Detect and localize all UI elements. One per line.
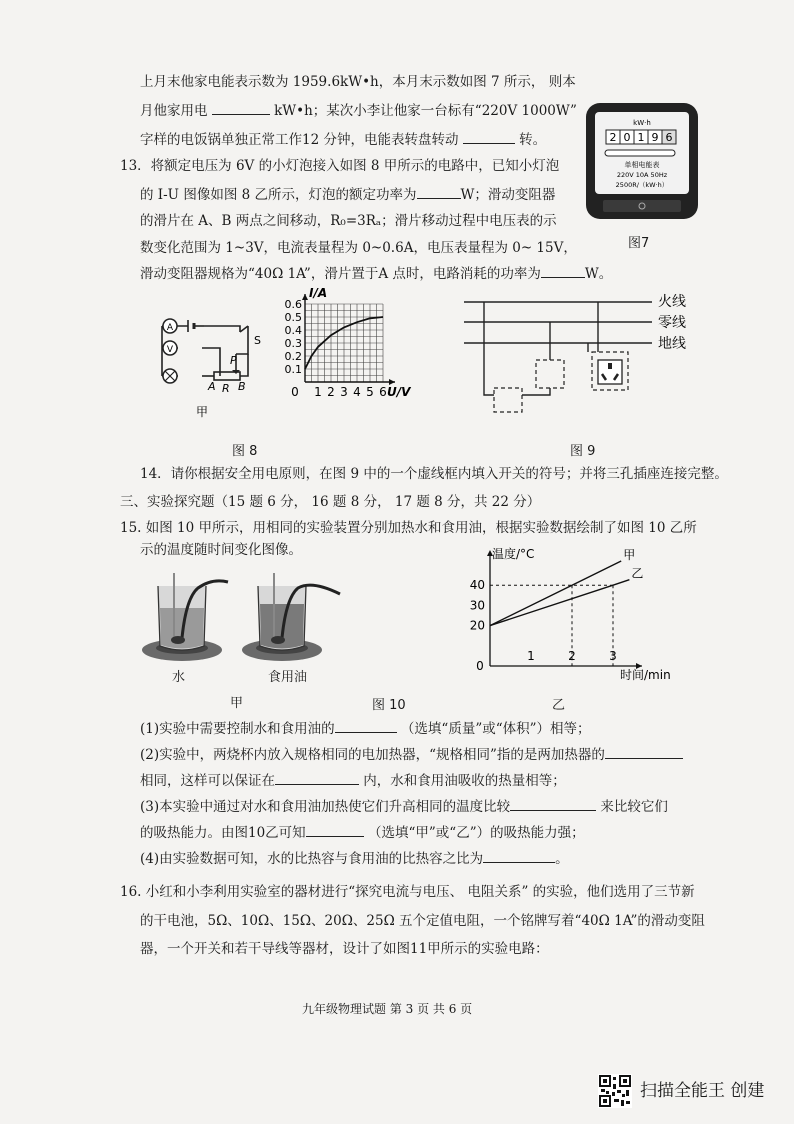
y-tick-label: 0.4 xyxy=(284,324,302,337)
series-label: 乙 xyxy=(631,566,644,581)
x-tick-label: 5 xyxy=(366,385,374,399)
q12-line2a: 月他家用电 xyxy=(140,103,208,119)
answer-blank[interactable] xyxy=(212,102,270,115)
q15-line1: 15. 如图 10 甲所示，用相同的实验装置分别加热水和食用油，根据实验数据绘制了如图 10 乙所 xyxy=(120,520,697,536)
q13-line5a: 滑动变阻器规格为“40Ω 1A”，滑片置于A 点时，电路消耗的功率为 xyxy=(140,266,541,282)
q12-line1: 上月末他家电能表示数为 1959.6kW•h，本月末示数如图 7 所示， 则本 xyxy=(140,74,576,90)
point-a-label: A xyxy=(208,380,216,393)
switch-box-dashed[interactable] xyxy=(494,388,522,412)
water-beaker xyxy=(142,573,228,661)
oil-label: 食用油 xyxy=(268,670,308,685)
x-tick-label: 0 xyxy=(476,659,484,673)
answer-blank[interactable] xyxy=(417,186,461,199)
oil-beaker xyxy=(242,573,340,661)
q15-s2b: 相同，这样可以保证在 xyxy=(140,773,275,789)
q15-s3c: 的吸热能力。由图10乙可知 xyxy=(140,825,306,841)
q15-s1b: （选填“质量”或“体积”）相等； xyxy=(400,721,591,737)
q15-s3-cont xyxy=(140,824,585,842)
electric-meter-figure xyxy=(583,100,701,222)
meter-digit: 6 xyxy=(665,131,673,144)
series-line-2 xyxy=(490,580,629,626)
x-tick-label: 4 xyxy=(353,385,361,399)
fig10-caption: 图 10 xyxy=(372,698,406,713)
fig10-jia-label: 甲 xyxy=(230,696,244,711)
y-tick-label: 0.1 xyxy=(284,363,302,376)
q15-s2 xyxy=(140,746,683,764)
meter-digits xyxy=(606,130,676,144)
q12-line2b: kW•h；某次小李让他家一台标有“220V 1000W” xyxy=(274,103,577,119)
fig9-caption: 图 9 xyxy=(570,444,596,459)
q13-line2 xyxy=(140,186,555,204)
scanner-watermark: 扫描全能王 创建 xyxy=(640,1081,765,1101)
meter-rev: 2500R/（kW·h） xyxy=(615,181,669,189)
answer-blank[interactable] xyxy=(605,746,683,759)
ammeter-label: A xyxy=(166,323,174,333)
q13-line4: 数变化范围为 1~3V，电流表量程为 0~0.6A，电压表量程为 0~ 15V， xyxy=(140,240,577,256)
q15-s3d: （选填“甲”或“乙”）的吸热能力强； xyxy=(367,825,585,841)
meter-digit: 0 xyxy=(623,131,631,144)
q13-line5 xyxy=(140,265,612,283)
meter-terminal xyxy=(603,200,681,212)
x-tick-label: 1 xyxy=(314,385,322,399)
q12-line3 xyxy=(140,131,546,149)
meter-spec: 220V 10A 50Hz xyxy=(616,171,668,179)
q15-s3a: (3)本实验中通过对水和食用油加热使它们升高相同的温度比较 xyxy=(140,799,511,815)
q15-s2-cont xyxy=(140,772,566,790)
fig7-caption: 图7 xyxy=(628,236,650,251)
point-b-label: B xyxy=(238,380,246,393)
socket-hole-icon xyxy=(608,363,612,369)
q14: 14．请你根据安全用电原则，在图 9 中的一个虚线框内填入开关的符号；并将三孔插座连接完整。 xyxy=(140,466,728,482)
y-axis-label: 温度/°C xyxy=(492,547,535,561)
q13-line3: 的滑片在 A、B 两点之间移动，R₀=3Rₐ；滑片移动过程中电压表的示 xyxy=(140,213,557,229)
slider-label: P xyxy=(230,354,237,367)
q12-line2 xyxy=(140,102,577,120)
fire-wire-label: 火线 xyxy=(658,294,686,310)
q16-line2: 的干电池，5Ω、10Ω、15Ω、20Ω、25Ω 五个定值电阻，一个铭牌写着“40Ω 1A”的滑动变阻 xyxy=(140,913,705,929)
q16-line1: 16. 小红和小李利用实验室的器材进行“探究电流与电压、 电阻关系” 的实验，他们选用了三节新 xyxy=(120,884,695,900)
ground-wire-label: 地线 xyxy=(658,336,686,352)
q13-line2a: 的 I-U 图像如图 8 乙所示，灯泡的额定功率为 xyxy=(140,187,417,203)
q15-s3 xyxy=(140,798,668,816)
meter-digit: 2 xyxy=(609,131,617,144)
answer-blank[interactable] xyxy=(275,772,359,785)
y-axis-arrow-icon xyxy=(302,294,308,300)
answer-blank[interactable] xyxy=(306,824,364,837)
q16-line3: 器，一个开关和若干导线等器材，设计了如图11甲所示的实验电路： xyxy=(140,941,549,957)
fig10-beakers xyxy=(140,568,350,668)
q15-s3b: 来比较它们 xyxy=(600,799,668,815)
q15-s1a: (1)实验中需要控制水和食用油的 xyxy=(140,721,335,737)
answer-blank[interactable] xyxy=(335,720,397,733)
y-tick-label: 30 xyxy=(469,598,485,613)
x-tick-label: 3 xyxy=(609,649,617,663)
x-tick-label: 0 xyxy=(291,385,299,399)
x-tick-label: 6 xyxy=(379,385,387,399)
meter-unit: kW·h xyxy=(633,119,651,127)
series-line-1 xyxy=(490,561,621,626)
q15-s4b: 。 xyxy=(555,851,569,867)
meter-name: 单相电能表 xyxy=(624,161,660,169)
answer-blank[interactable] xyxy=(510,798,596,811)
q15-s1 xyxy=(140,720,591,738)
q13-line5b: W。 xyxy=(584,266,613,282)
q12-line3a: 字样的电饭锅单独正常工作12 分钟，电能表转盘转动 xyxy=(140,132,459,148)
page-footer: 九年级物理试题 第 3 页 共 6 页 xyxy=(302,1002,473,1016)
water-label: 水 xyxy=(172,670,186,685)
y-tick-label: 40 xyxy=(469,578,485,593)
q15-s2a: (2)实验中，两烧杯内放入规格相同的电加热器，“规格相同”指的是两加热器的 xyxy=(140,747,605,763)
y-tick-label: 0.3 xyxy=(284,337,302,350)
answer-blank[interactable] xyxy=(541,265,585,278)
x-tick-label: 2 xyxy=(568,649,576,663)
meter-dial-bar xyxy=(605,150,675,156)
x-tick-label: 3 xyxy=(340,385,348,399)
q15-s2c: 内，水和食用油吸收的热量相等； xyxy=(363,773,566,789)
y-tick-label: 0.5 xyxy=(284,311,302,324)
q15-s4a: (4)由实验数据可知，水的比热容与食用油的比热容之比为 xyxy=(140,851,484,867)
resistor-label: R xyxy=(222,382,230,395)
switch-label: S xyxy=(254,334,261,347)
y-axis-label: I/A xyxy=(309,286,328,300)
meter-digit: 9 xyxy=(651,131,659,144)
fig10-yi-label: 乙 xyxy=(552,698,566,713)
series-label: 甲 xyxy=(623,547,636,562)
y-tick-label: 0.2 xyxy=(284,350,302,363)
section-3-heading: 三、实验探究题（15 题 6 分， 16 题 8 分， 17 题 8 分，共 22 分） xyxy=(120,494,541,510)
x-axis-label: U/V xyxy=(387,385,411,399)
lamp-box-dashed[interactable] xyxy=(536,360,564,388)
q15-line2: 示的温度随时间变化图像。 xyxy=(140,542,302,558)
fig8-circuit xyxy=(140,310,275,422)
x-tick-label: 1 xyxy=(527,649,535,663)
answer-blank[interactable] xyxy=(463,131,515,144)
y-tick-label: 0.6 xyxy=(284,298,302,311)
q13-line1: 13．将额定电压为 6V 的小灯泡接入如图 8 甲所示的电路中，已知小灯泡 xyxy=(120,158,560,174)
fig8-caption: 图 8 xyxy=(232,444,258,459)
fig8-iu-chart xyxy=(283,286,423,418)
q13-line2b: W；滑动变阻器 xyxy=(460,187,556,203)
zero-wire-label: 零线 xyxy=(658,315,686,331)
x-tick-label: 2 xyxy=(327,385,335,399)
answer-blank[interactable] xyxy=(483,850,555,863)
qr-code-icon xyxy=(598,1074,632,1108)
fig8-jia-label: 甲 xyxy=(195,405,209,419)
fig10-temp-chart xyxy=(458,540,688,690)
q12-line3b: 转。 xyxy=(519,132,547,148)
meter-digit: 1 xyxy=(637,131,645,144)
fig9-wiring xyxy=(462,290,702,420)
q15-s4 xyxy=(140,850,569,868)
x-axis-label: 时间/min xyxy=(620,668,671,682)
voltmeter-label: V xyxy=(166,345,174,355)
y-tick-label: 20 xyxy=(469,618,485,633)
